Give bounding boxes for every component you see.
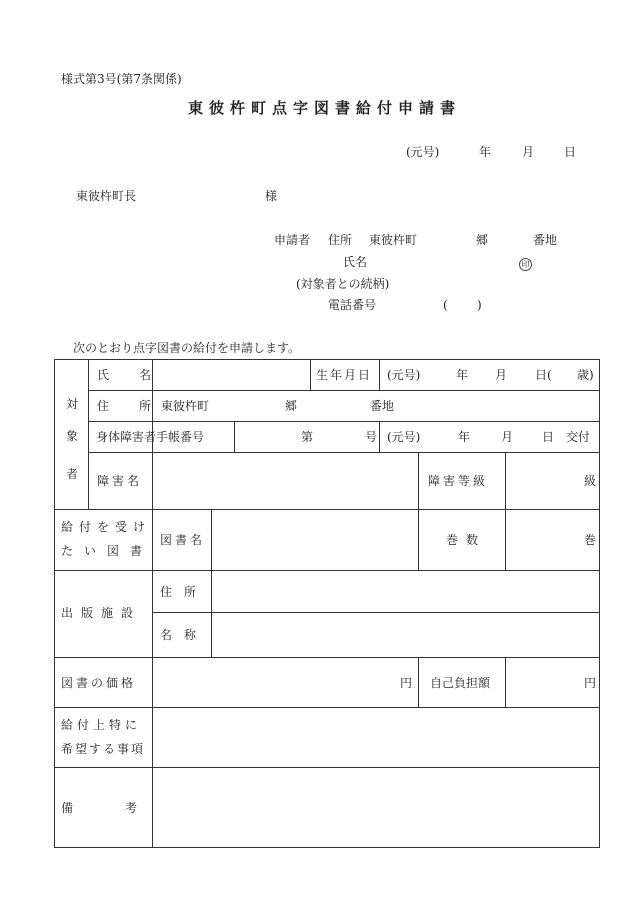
divider — [211, 509, 212, 657]
book-label-line2: たい図書 — [61, 544, 154, 558]
applicant-phone-label: 電話番号 — [328, 298, 377, 312]
date-year: 年 — [479, 145, 492, 159]
grade-label: 障害等級 — [428, 474, 489, 488]
applicant-address-label: 住所 — [328, 233, 353, 247]
wish-label-line1: 給付上特に — [61, 718, 142, 732]
birth-age-unit: 歳) — [577, 368, 594, 382]
applicant-name-label: 氏名 — [343, 255, 368, 269]
publisher-label: 出版施設 — [61, 606, 142, 620]
subject-address-town: 東彼杵町 — [161, 399, 210, 413]
handbook-label: 身体障害者手帳番号 — [96, 430, 205, 444]
price-label: 図書の価格 — [61, 676, 137, 690]
applicant-address-town: 東彼杵町 — [369, 233, 418, 247]
form-title: 東彼杵町点字図書給付申請書 — [188, 99, 462, 117]
divider — [54, 509, 600, 510]
date-day: 日 — [564, 145, 577, 159]
phone-paren-open: ( — [443, 298, 448, 312]
publisher-address-label: 住 所 — [160, 585, 197, 599]
divider — [88, 421, 600, 422]
divider — [54, 767, 600, 768]
self-pay-label: 自己負担額 — [430, 676, 491, 690]
birth-era: (元号) — [387, 368, 421, 382]
birth-day: 日( — [535, 368, 552, 382]
birth-year: 年 — [456, 368, 469, 382]
divider — [310, 359, 311, 390]
subject-group-char: 対 — [66, 397, 79, 411]
divider — [88, 359, 89, 509]
applicant-label: 申請者 — [274, 233, 311, 247]
handbook-month: 月 — [501, 430, 514, 444]
birth-month: 月 — [495, 368, 508, 382]
publisher-name-label: 名 称 — [160, 628, 197, 642]
divider — [54, 707, 600, 708]
divider — [505, 657, 506, 707]
divider — [88, 452, 600, 453]
divider — [152, 612, 600, 613]
volumes-label: 巻数 — [446, 533, 487, 547]
subject-group-char: 者 — [66, 467, 79, 481]
handbook-dai: 第 — [301, 430, 314, 444]
price-yen: 円 — [400, 676, 413, 690]
self-pay-yen: 円 — [584, 676, 597, 690]
divider — [379, 421, 380, 452]
seal-icon: 印 — [519, 258, 532, 271]
divider — [418, 657, 419, 707]
birthdate-label: 生年月日 — [316, 368, 373, 382]
subject-name-label: 氏 名 — [97, 368, 154, 382]
book-title-label: 図書名 — [160, 533, 206, 547]
handbook-era: (元号) — [387, 430, 421, 444]
wish-label-line2: 希望する事項 — [61, 742, 146, 756]
subject-address-banchi: 番地 — [370, 399, 395, 413]
divider — [379, 359, 380, 390]
handbook-go: 号 — [365, 430, 378, 444]
volumes-unit: 巻 — [584, 533, 597, 547]
divider — [505, 452, 506, 570]
divider — [418, 452, 419, 570]
applicant-address-banchi: 番地 — [533, 233, 558, 247]
handbook-year: 年 — [458, 430, 471, 444]
handbook-issue: 日 交付 — [542, 430, 591, 444]
phone-paren-close: ) — [477, 298, 482, 312]
intro-text: 次のとおり点字図書の給付を申請します。 — [73, 341, 301, 355]
remarks-label: 備 考 — [61, 801, 142, 815]
subject-group-char: 象 — [66, 429, 79, 443]
divider — [54, 657, 600, 658]
seal-mark — [519, 256, 532, 271]
date-era: (元号) — [406, 145, 440, 159]
date-month: 月 — [522, 145, 535, 159]
addressee-name: 東彼杵町長 — [76, 189, 137, 203]
divider — [54, 570, 600, 571]
applicant-address-go: 郷 — [476, 233, 489, 247]
subject-address-go: 郷 — [285, 399, 298, 413]
disability-label: 障害名 — [97, 474, 143, 488]
grade-unit: 級 — [584, 474, 597, 488]
subject-address-label: 住 所 — [97, 399, 154, 413]
applicant-relation-label: (対象者との続柄) — [296, 277, 390, 291]
addressee-honorific: 様 — [265, 189, 278, 203]
book-label-line1: 給付を受け — [61, 520, 152, 534]
divider — [234, 421, 235, 452]
form-number: 様式第3号(第7条関係) — [61, 72, 182, 86]
divider — [88, 390, 600, 391]
